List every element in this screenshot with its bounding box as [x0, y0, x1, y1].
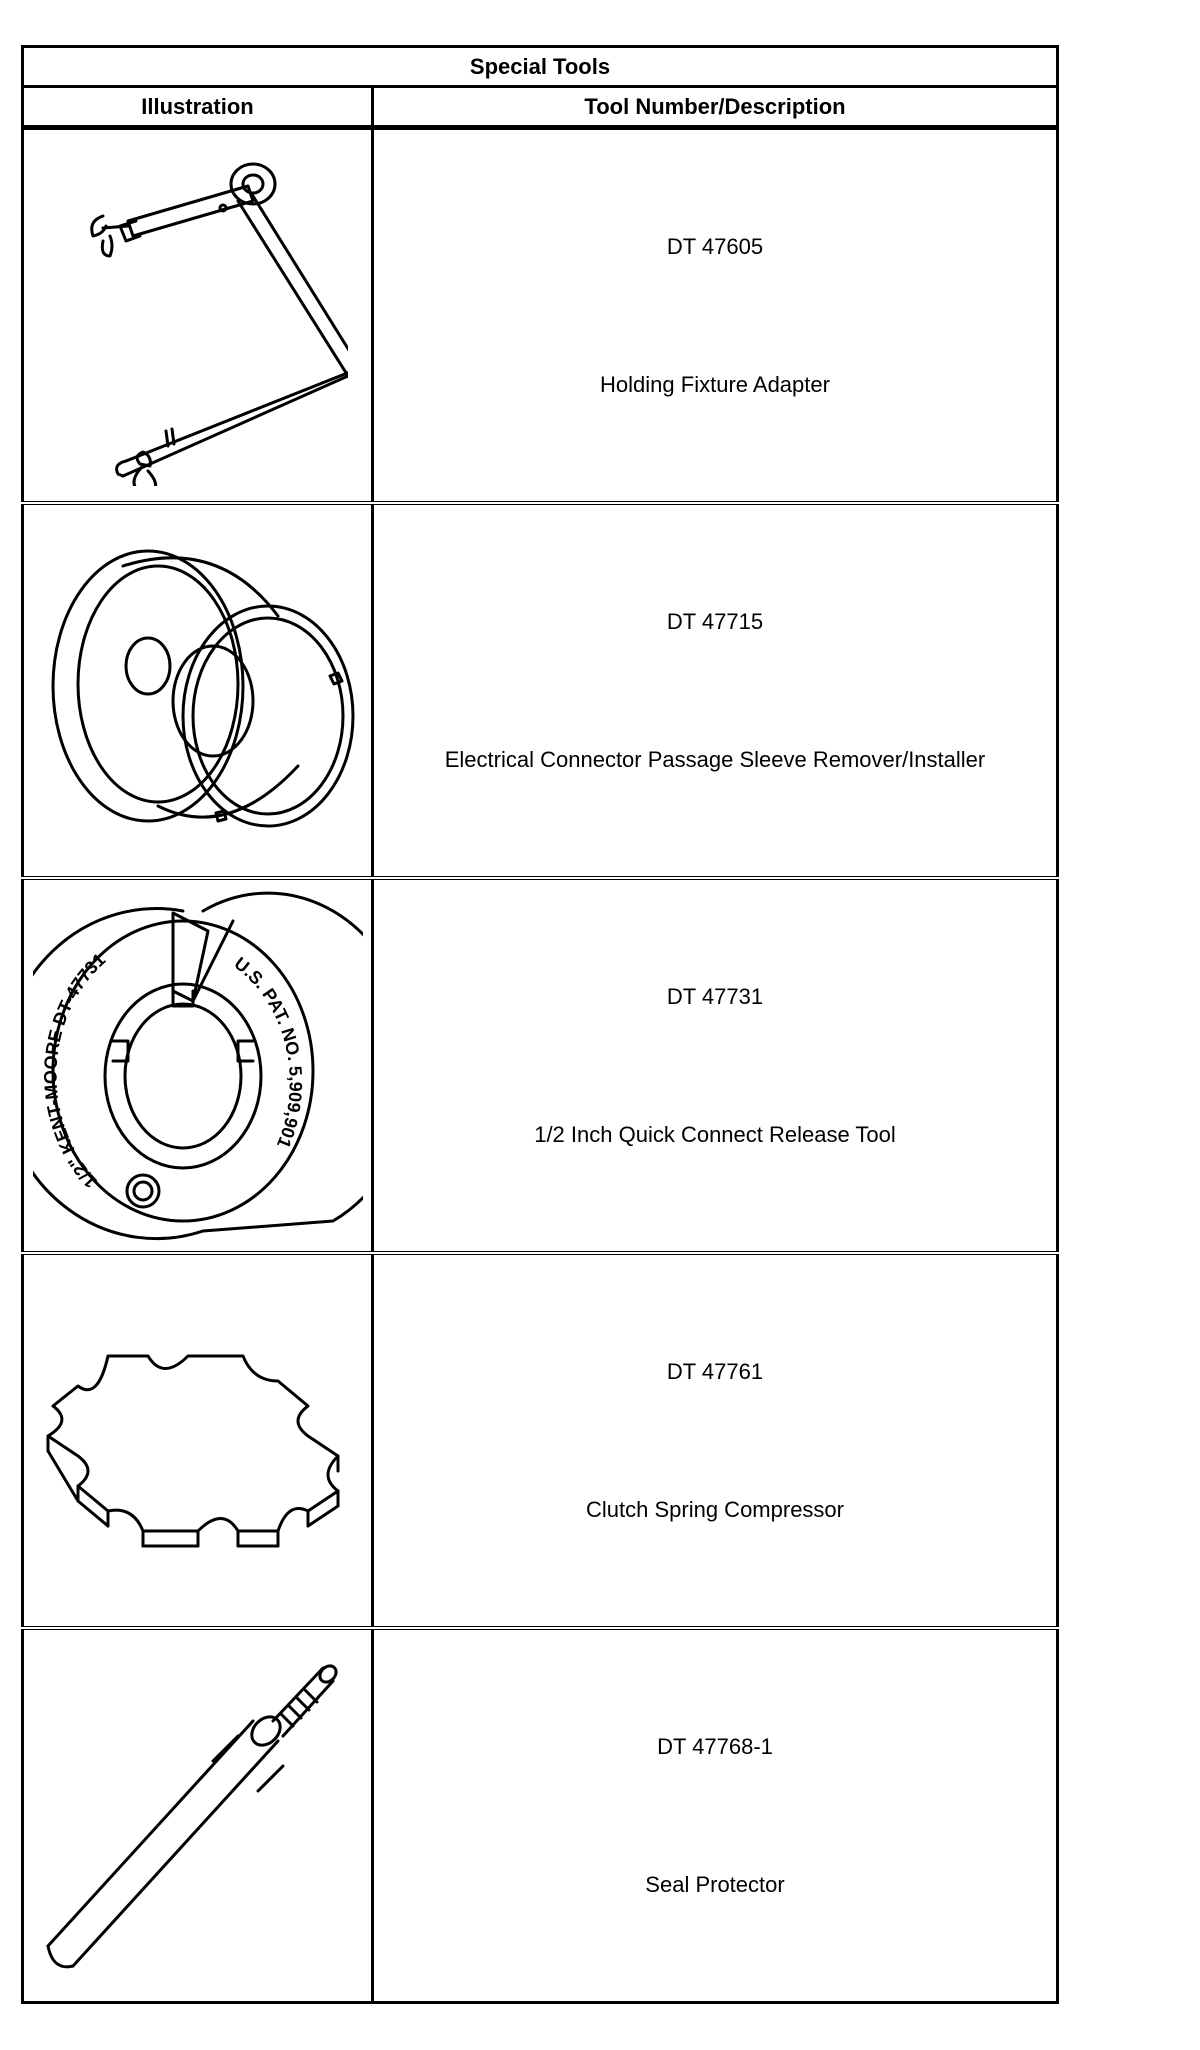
illustration-cell [23, 878, 373, 1253]
illustration-cell [23, 128, 373, 504]
tool-number: DT 47761 [666, 1358, 764, 1384]
tool-number: DT 47768-1 [657, 1733, 773, 1759]
illustration-cell [23, 503, 373, 878]
engraving-right: U.S. PAT. NO. 5,909,901 [230, 952, 306, 1151]
description-cell [373, 128, 1058, 504]
table-row [23, 878, 1058, 1253]
tool-description: Seal Protector [645, 1871, 785, 1897]
table-row [23, 128, 1058, 504]
holding-fixture-adapter-illustration [48, 146, 348, 486]
tool-number: DT 47715 [666, 608, 764, 634]
svg-text:1/2" KENT-MOORE DT-47731 [40, 949, 109, 1192]
table-row [23, 503, 1058, 878]
description-cell [373, 878, 1058, 1253]
illustration-cell [23, 1253, 373, 1628]
engraving-left: 1/2" KENT-MOORE DT-47731 [39, 948, 109, 1192]
sleeve-remover-installer-illustration [38, 526, 358, 856]
svg-text:U.S. PAT. NO. 5,909,901 [230, 953, 305, 1151]
header-illustration: Illustration [23, 87, 373, 128]
description-cell [373, 503, 1058, 878]
seal-protector-illustration [33, 1646, 363, 1986]
clutch-spring-compressor-illustration [38, 1326, 358, 1556]
illustration-cell [23, 1628, 373, 2003]
table-title-row [23, 47, 1058, 87]
header-tool-description: Tool Number/Description [373, 87, 1058, 128]
quick-connect-release-tool-illustration [33, 891, 363, 1241]
table-row [23, 1628, 1058, 2003]
tool-description: Clutch Spring Compressor [586, 1496, 844, 1522]
tool-description: Holding Fixture Adapter [600, 371, 830, 397]
description-cell [373, 1253, 1058, 1628]
table-title: Special Tools [23, 47, 1058, 87]
table-row [23, 1253, 1058, 1628]
tool-description: Electrical Connector Passage Sleeve Remover/Installer [444, 746, 986, 772]
tool-number: DT 47605 [666, 233, 764, 259]
special-tools-table [21, 45, 1059, 2004]
description-cell [373, 1628, 1058, 2003]
tool-number: DT 47731 [666, 983, 764, 1009]
table-header-row [23, 87, 1058, 128]
tool-description: 1/2 Inch Quick Connect Release Tool [534, 1121, 896, 1147]
